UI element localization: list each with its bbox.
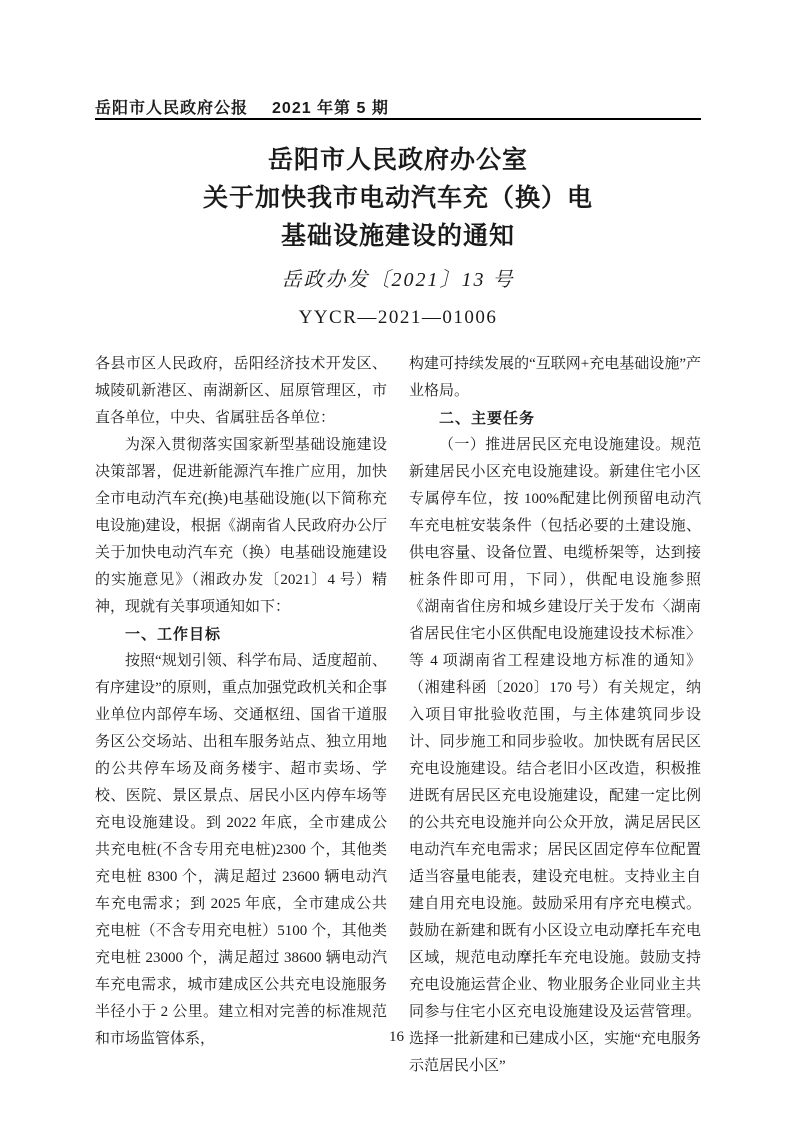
title-line-2: 关于加快我市电动汽车充（换）电 [202,185,593,212]
body-paragraph: （一）推进居民区充电设施建设。规范新建居民小区充电设施建设。新建住宅小区专属停车位，按 100%配建比例预留电动汽车充电桩安装条件（包括必要的土建设施、供电容量、设备位置、电缆桥架等，达到接桩条件即可用，下同），供配电设施参照《湖南省住房和城乡建设厅关于发布〈湖南省居民住宅小区供配电设施建设技术标准〉等 4 项湖南省工程建设地方标准的通知》（湘建科函〔2020〕170 号）有关规定，纳入项目审批验收范围，与主体建筑同步设计、同步施工和同步验收。加快既有居民区充电设施建设。结合老旧小区改造，积极推进既有居民区充电设施建设，配建一定比例的公共充电设施并向公众开放，满足居民区电动汽车充电需求；居民区固定停车位配置适当容量电能表，建设充电桩。支持业主自建自用充电设施。鼓励采用有序充电模式。鼓励在新建和既有小区设立电动摩托车充电区域，规范电动摩托车充电设施。鼓励支持充电设施运营企业、物业服务企业同业主共同参与住宅小区充电设施建设及运营管理。选择一批新建和已建成小区，实施“充电服务示范居民小区” [409,437,701,1074]
right-column [409,351,701,1080]
body-paragraph: 按照“规划引领、科学布局、适度超前、有序建设”的原则，重点加强党政机关和企事业单位内部停车场、交通枢纽、国省干道服务区公交场站、出租车服务站点、独立用地的公共停车场及商务楼宇、超市卖场、学校、医院、景区景点、居民小区内停车场等充电设施建设。到 2022 年底，全市建成公共充电桩(不含专用充电桩)2300 个，其他类充电桩 8300 个，满足超过 23600 辆电动汽车充电需求；到 2025 年底，全市建成公共充电桩（不含专用充电桩）5100 个，其他类充电桩 23000 个，满足超过 38600 辆电动汽车充电需求，城市建成区公共充电设施服务半径小于 2 公里。建立相对完善的标准规范和市场监管体系， [95,653,387,1047]
doc-number: 岳政办发〔2021〕13 号 [281,269,515,291]
section-heading: 一、工作目标 [125,626,222,643]
doc-code: YYCR—2021—01006 [298,307,498,328]
issue-label: 2021 年第 5 期 [272,100,389,117]
left-column [95,351,387,1080]
gazette-name: 岳阳市人民政府公报 [95,100,249,117]
paragraph-lead: （一）推进居民区充电设施建设。 [439,437,671,453]
header-rule [95,118,701,120]
body-paragraph: 为深入贯彻落实国家新型基础设施建设决策部署，促进新能源汽车推广应用，加快全市电动汽车充(换)电基础设施(以下简称充电设施)建设，根据《湖南省人民政府办公厅关于加快电动汽车充（换）电基础设施建设的实施意见》（湘政办发〔2021〕4 号）精神，现就有关事项通知如下： [95,437,387,615]
body-columns [95,351,701,1080]
title-line-1: 岳阳市人民政府办公室 [267,147,528,174]
page-header [95,95,701,118]
section-heading: 二、主要任务 [439,410,536,427]
document-title [95,142,701,256]
title-line-3: 基础设施建设的通知 [280,223,515,250]
body-paragraph: 各县市区人民政府，岳阳经济技术开发区、城陵矶新港区、南湖新区、屈原管理区，市直各单位，中央、省属驻岳各单位： [95,356,387,426]
body-paragraph: 构建可持续发展的“互联网+充电基础设施”产业格局。 [409,356,701,399]
page-number: 16 [389,1029,404,1045]
